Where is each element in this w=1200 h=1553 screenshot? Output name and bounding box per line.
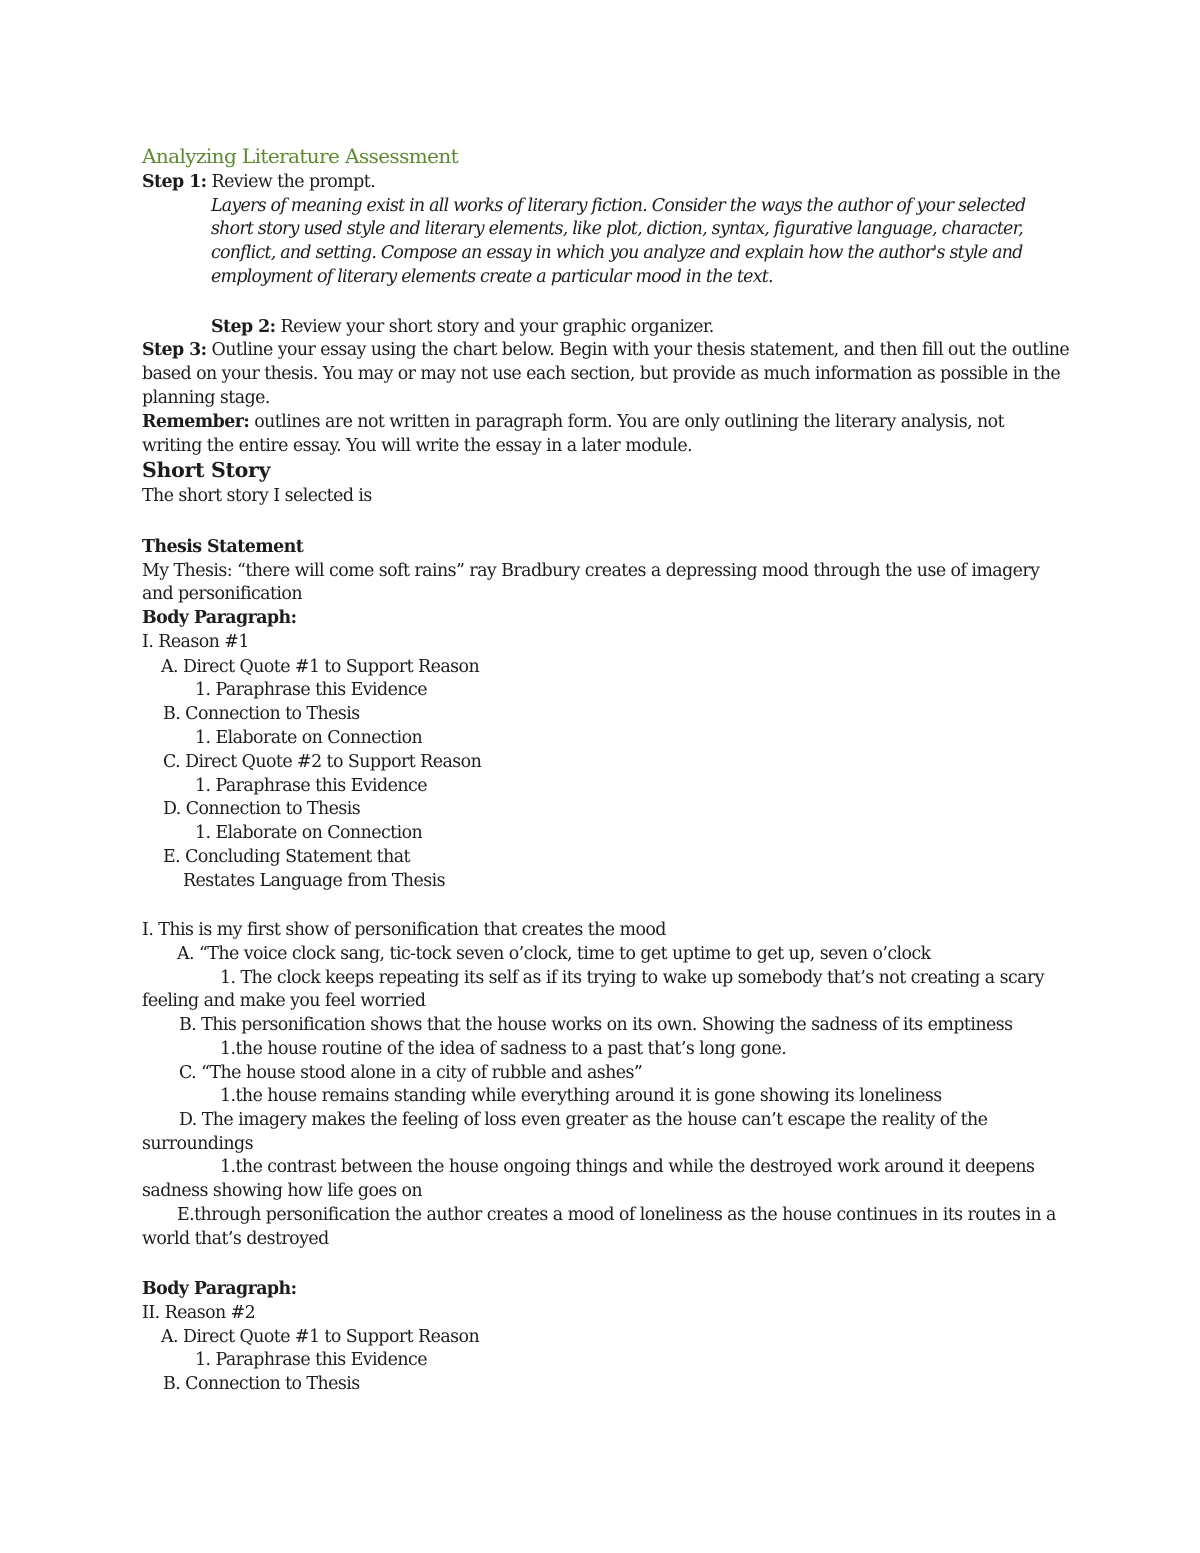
outline-item: A. Direct Quote #1 to Support Reason (161, 1327, 480, 1347)
outline-item: 1. Paraphrase this Evidence (195, 1350, 427, 1370)
student-line: 1.the house routine of the idea of sadness to a past that’s long gone. (220, 1039, 787, 1059)
remember-line: writing the entire essay. You will write the essay in a later module. (142, 436, 693, 456)
outline-item: 1. Paraphrase this Evidence (195, 776, 427, 796)
short-story-heading: Short Story (142, 458, 271, 482)
student-line: E.through personification the author creates a mood of loneliness as the house continues in its routes in a (177, 1205, 1056, 1225)
prompt-line: conflict, and setting. Compose an essay in which you analyze and explain how the author's style and (211, 243, 1023, 263)
step1-text: Review the prompt. (206, 172, 376, 192)
short-story-text: The short story I selected is (142, 486, 372, 506)
student-line: 1.the house remains standing while everything around it is gone showing its loneliness (220, 1086, 942, 1106)
outline-item: Restates Language from Thesis (183, 871, 445, 891)
remember-label: Remember: (142, 412, 250, 432)
step3-line (142, 338, 1069, 362)
outline-item: B. Connection to Thesis (163, 704, 360, 724)
step1-label: Step 1: (142, 172, 207, 192)
step2-text: Review your short story and your graphic organizer. (275, 317, 714, 337)
body1-heading-text: Body Paragraph: (142, 608, 297, 628)
student-line: 1. The clock keeps repeating its self as if its trying to wake up somebody that’s not creating a scary (220, 968, 1045, 988)
student-line: world that’s destroyed (142, 1229, 329, 1249)
step3-line: planning stage. (142, 388, 270, 408)
outline-item: 1. Elaborate on Connection (195, 728, 423, 748)
student-line: D. The imagery makes the feeling of loss even greater as the house can’t escape the reality of the (179, 1110, 988, 1130)
student-line: I. This is my first show of personification that creates the mood (142, 920, 666, 940)
student-line: surroundings (142, 1134, 253, 1154)
step3-text: Outline your essay using the chart below. Begin with your thesis statement, and then fill out the outline (206, 340, 1070, 360)
thesis-line: and personification (142, 584, 303, 604)
step2-label: Step 2: (211, 317, 276, 337)
student-line: sadness showing how life goes on (142, 1181, 423, 1201)
body2-heading (142, 1277, 297, 1301)
student-line: B. This personification shows that the house works on its own. Showing the sadness of its emptiness (179, 1015, 1013, 1035)
thesis-heading-text: Thesis Statement (142, 537, 304, 557)
body1-heading (142, 606, 297, 630)
outline-item: B. Connection to Thesis (163, 1374, 360, 1394)
outline-item: II. Reason #2 (142, 1303, 256, 1323)
outline-item: 1. Paraphrase this Evidence (195, 680, 427, 700)
remember-text: outlines are not written in paragraph form. You are only outlining the literary analysis, not (249, 412, 1005, 432)
outline-item: 1. Elaborate on Connection (195, 823, 423, 843)
prompt-line: employment of literary elements create a particular mood in the text. (211, 267, 773, 287)
remember-line (142, 410, 1004, 434)
step3-line: based on your thesis. You may or may not use each section, but provide as much information as possible in the (142, 364, 1061, 384)
body2-heading-text: Body Paragraph: (142, 1279, 297, 1299)
outline-item: A. Direct Quote #1 to Support Reason (161, 657, 480, 677)
outline-item: D. Connection to Thesis (163, 799, 361, 819)
outline-item: E. Concluding Statement that (163, 847, 410, 867)
step2-line (211, 315, 714, 339)
outline-item: C. Direct Quote #2 to Support Reason (163, 752, 482, 772)
prompt-line: short story used style and literary elements, like plot, diction, syntax, figurative language, character, (211, 219, 1024, 239)
student-line: C. “The house stood alone in a city of rubble and ashes” (179, 1063, 643, 1083)
step1-line (142, 170, 375, 194)
document-title: Analyzing Literature Assessment (142, 144, 459, 168)
student-line: feeling and make you feel worried (142, 991, 426, 1011)
thesis-heading (142, 535, 303, 559)
prompt-line: Layers of meaning exist in all works of literary fiction. Consider the ways the author of your selected (211, 196, 1026, 216)
thesis-line: My Thesis: “there will come soft rains” ray Bradbury creates a depressing mood through the use of imagery (142, 561, 1040, 581)
student-line: A. “The voice clock sang, tic-tock seven o’clock, time to get uptime to get up, seven o’clock (177, 944, 931, 964)
outline-item: I. Reason #1 (142, 632, 249, 652)
step3-label: Step 3: (142, 340, 207, 360)
student-line: 1.the contrast between the house ongoing things and while the destroyed work around it deepens (220, 1157, 1035, 1177)
